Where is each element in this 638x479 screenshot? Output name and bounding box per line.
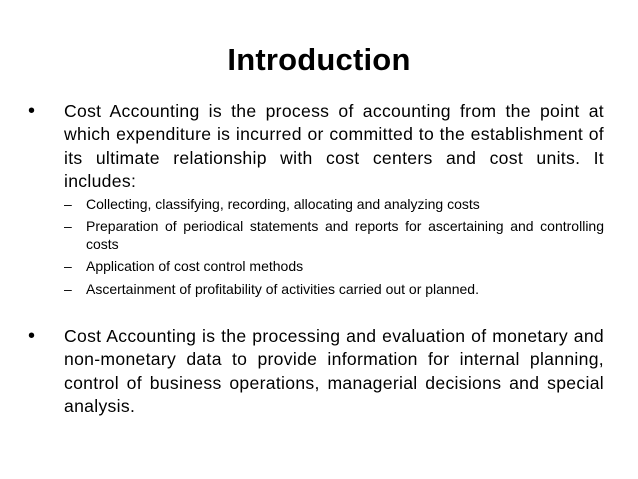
sub-bullet-item [66,281,604,299]
sub-bullet-item [66,218,604,253]
dash-bullet-icon: – [64,258,72,275]
sub-bullet-text: Collecting, classifying, recording, allocating and analyzing costs [86,195,480,212]
dash-bullet-icon: – [64,280,72,297]
sub-bullet-item [66,196,604,214]
sub-bullet-text: Ascertainment of profitability of activities carried out or planned. [86,280,479,297]
bullet-dot-icon: • [28,325,36,347]
sub-bullet-text: Preparation of periodical statements and reports for ascertaining and controlling costs [86,218,604,252]
sub-bullet-list [64,196,604,299]
slide-title: Introduction [227,42,411,77]
bullet-text: Cost Accounting is the processing and evaluation of monetary and non-monetary data to provide information for internal planning, control of business operations, managerial decisions and special analysis. [64,326,604,417]
bullet-dot-icon: • [28,100,36,122]
bullet-text: Cost Accounting is the process of accounting from the point at which expenditure is incurred or committed to the establishment of its ultimate relationship with cost centers and cost units. It includes: [64,101,604,192]
dash-bullet-icon: – [64,195,72,212]
bullet-item [28,100,604,298]
dash-bullet-icon: – [64,218,72,235]
bullet-item [28,325,604,419]
sub-bullet-item [66,258,604,276]
sub-bullet-text: Application of cost control methods [86,258,304,275]
